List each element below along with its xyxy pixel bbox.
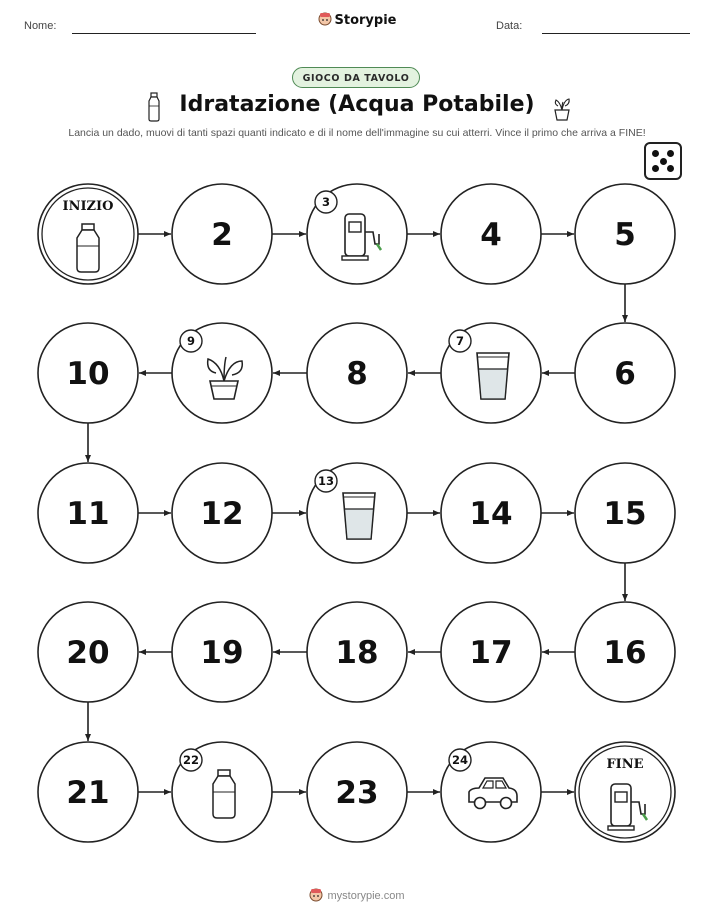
board-space-15[interactable] [575, 463, 675, 563]
space-number: 18 [335, 635, 379, 671]
board-space-8[interactable] [307, 323, 407, 423]
space-number: 24 [451, 753, 469, 767]
board-space-7[interactable] [441, 323, 541, 423]
space-number: 2 [211, 217, 233, 253]
board-space-12[interactable] [172, 463, 272, 563]
board-space-11[interactable] [38, 463, 138, 563]
space-number: 22 [182, 753, 200, 767]
space-number: 11 [66, 496, 110, 532]
board-space-10[interactable] [38, 323, 138, 423]
space-number: 6 [614, 356, 636, 392]
end-label: FINE [606, 757, 644, 772]
board-space-17[interactable] [441, 602, 541, 702]
space-number: 4 [480, 217, 502, 253]
space-number: 16 [603, 635, 647, 671]
glass-of-water-icon [477, 353, 509, 399]
space-number: 14 [469, 496, 513, 532]
board-space-16[interactable] [575, 602, 675, 702]
board-space-14[interactable] [441, 463, 541, 563]
space-number: 21 [66, 775, 110, 811]
board-space-23[interactable] [307, 742, 407, 842]
space-number: 10 [66, 356, 110, 392]
brand-name: Storypie [334, 13, 397, 28]
board-space-13[interactable] [307, 463, 407, 563]
space-number: 12 [200, 496, 244, 532]
board-space-19[interactable] [172, 602, 272, 702]
board-space-4[interactable] [441, 184, 541, 284]
board-space-20[interactable] [38, 602, 138, 702]
board-space-22[interactable] [172, 742, 272, 842]
board-space-3[interactable] [307, 184, 407, 284]
footer-url[interactable]: mystorypie.com [327, 890, 405, 902]
board-space-2[interactable] [172, 184, 272, 284]
board-space-1[interactable] [38, 184, 138, 284]
page-title: Idratazione (Acqua Potabile) [179, 92, 535, 117]
space-number: 5 [614, 217, 636, 253]
category-badge: GIOCO DA TAVOLO [292, 67, 420, 88]
board-space-9[interactable] [172, 323, 272, 423]
space-number: 23 [335, 775, 379, 811]
space-number: 9 [186, 334, 196, 348]
space-number: 13 [317, 474, 335, 488]
board-space-18[interactable] [307, 602, 407, 702]
start-label: INIZIO [62, 199, 114, 214]
space-number: 20 [66, 635, 110, 671]
footer [0, 888, 714, 902]
space-number: 17 [469, 635, 513, 671]
board-space-6[interactable] [575, 323, 675, 423]
board-space-21[interactable] [38, 742, 138, 842]
instructions: Lancia un dado, muovi di tanti spazi quanti indicato e di il nome dell'immagine su cui atterri. Vince il primo che arriva a FINE! [68, 127, 646, 139]
storypie-logo-icon [309, 888, 323, 902]
space-number: 19 [200, 635, 244, 671]
glass-of-water-icon [343, 493, 375, 539]
name-label: Nome: [24, 20, 57, 32]
board-space-24[interactable] [441, 742, 541, 842]
space-number: 15 [603, 496, 647, 532]
space-number: 7 [455, 334, 465, 348]
space-number: 3 [321, 195, 331, 209]
date-label: Data: [496, 20, 523, 32]
space-number: 8 [346, 356, 368, 392]
board-space-5[interactable] [575, 184, 675, 284]
board-space-25[interactable] [575, 742, 675, 842]
